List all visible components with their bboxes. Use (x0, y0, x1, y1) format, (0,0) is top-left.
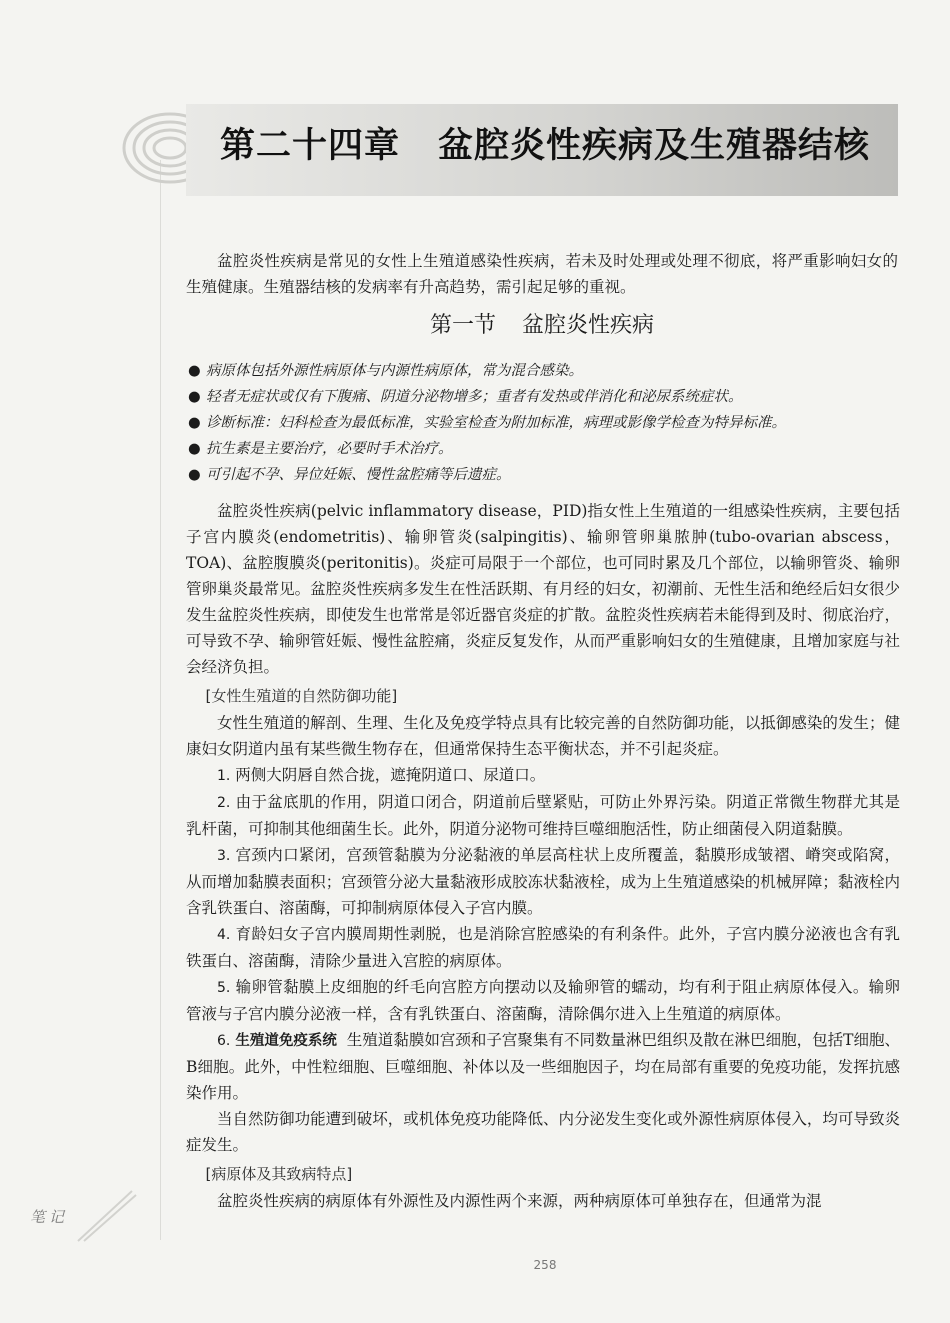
section-name: 盆腔炎性疾病 (522, 313, 655, 338)
key-points-list (188, 358, 900, 488)
chapter-title (220, 118, 880, 168)
bullet-icon: ● (188, 467, 201, 483)
pathogen-paragraph: 盆腔炎性疾病的病原体有外源性及内源性两个来源，两种病原体可单独存在，但通常为混 (217, 1192, 822, 1210)
defense-point-5: 5. 输卵管黏膜上皮细胞的纤毛向宫腔方向摆动以及输卵管的蠕动，均有利于阻止病原体侵入。输卵管液与子宫内膜分泌液一样，含有乳铁蛋白、溶菌酶，清除偶尔进入上生殖道的病原体。 (186, 978, 900, 1023)
pen-icon (70, 1185, 140, 1245)
defense-point-1: 1. 两侧大阴唇自然合拢，遮掩阴道口、尿道口。 (217, 766, 546, 784)
defense-intro-paragraph: 女性生殖道的解剖、生理、生化及免疫学特点具有比较完善的自然防御功能，以抵御感染的发生；健康妇女阴道内虽有某些微生物存在，但通常保持生态平衡状态，并不引起炎症。 (186, 714, 900, 758)
bullet-icon: ● (188, 363, 201, 379)
section-number: 第一节 (429, 313, 496, 338)
defense-point-4: 4. 育龄妇女子宫内膜周期性剥脱，也是消除宫腔感染的有利条件。此外，子宫内膜分泌液也含有乳铁蛋白、溶菌酶，清除少量进入宫腔的病原体。 (186, 925, 900, 970)
bullet-icon: ● (188, 389, 201, 405)
key-point: ● 轻者无症状或仅有下腹痛、阴道分泌物增多；重者有发热或伴消化和泌尿系统症状。 (188, 384, 900, 410)
key-point: ● 抗生素是主要治疗，必要时手术治疗。 (188, 436, 900, 462)
key-point: ● 诊断标准：妇科检查为最低标准，实验室检查为附加标准，病理或影像学检查为特异标准。 (188, 410, 900, 436)
margin-divider (160, 160, 161, 1240)
subheading-defense: [女性生殖道的自然防御功能] (205, 687, 398, 705)
chapter-name: 盆腔炎性疾病及生殖器结核 (438, 125, 871, 166)
definition-paragraph: 盆腔炎性疾病(pelvic inflammatory disease，PID)指女性上生殖道的一组感染性疾病，主要包括子宫内膜炎(endometritis)、输卵管炎(salpingitis)、输卵管卵巢脓肿(tubo-ovarian abscess，TOA)、盆腔腹膜炎(peritonitis)。炎症可局限于一个部位，也可同时累及几个部位，以输卵管炎、输卵管卵巢炎最常见。盆腔炎性疾病多发生在性活跃期、有月经的妇女，初潮前、无性生活和绝经后妇女很少发生盆腔炎性疾病，即使发生也常常是邻近器官炎症的扩散。盆腔炎性疾病若未能得到及时、彻底治疗，可导致不孕、输卵管妊娠、慢性盆腔痛，炎症反复发作，从而严重影响妇女的生殖健康，且增加家庭与社会经济负担。 (186, 502, 900, 676)
chapter-number: 第二十四章 (220, 125, 401, 166)
key-point: ● 病原体包括外源性病原体与内源性病原体，常为混合感染。 (188, 358, 900, 384)
key-point: ● 可引起不孕、异位妊娠、慢性盆腔痛等后遗症。 (188, 462, 900, 488)
section-title (186, 308, 898, 339)
defense-point-6: 6. 生殖道免疫系统 生殖道黏膜如宫颈和子宫聚集有不同数量淋巴组织及散在淋巴细胞，包括T细胞、B细胞。此外，中性粒细胞、巨噬细胞、补体以及一些细胞因子，均在局部有重要的免疫功能，发挥抗感染作用。 (186, 1031, 901, 1102)
point-lead: 生殖道免疫系统 (235, 1033, 337, 1049)
defense-point-3: 3. 宫颈内口紧闭，宫颈管黏膜为分泌黏液的单层高柱状上皮所覆盖，黏膜形成皱褶、嵴突或陷窝，从而增加黏膜表面积；宫颈管分泌大量黏液形成胶冻状黏液栓，成为上生殖道感染的机械屏障；黏液栓内含乳铁蛋白、溶菌酶，可抑制病原体侵入子宫内膜。 (186, 846, 900, 917)
bullet-icon: ● (188, 441, 201, 457)
bullet-icon: ● (188, 415, 201, 431)
defense-point-2: 2. 由于盆底肌的作用，阴道口闭合，阴道前后壁紧贴，可防止外界污染。阴道正常微生物群尤其是乳杆菌，可抑制其他细菌生长。此外，阴道分泌物可维持巨噬细胞活性，防止细菌侵入阴道黏膜。 (186, 793, 900, 838)
defense-conclusion-paragraph: 当自然防御功能遭到破坏，或机体免疫功能降低、内分泌发生变化或外源性病原体侵入，均可导致炎症发生。 (186, 1110, 900, 1154)
page-number: 258 (533, 1258, 557, 1272)
body-text (186, 498, 900, 1214)
chapter-intro: 盆腔炎性疾病是常见的女性上生殖道感染性疾病，若未及时处理或处理不彻底，将严重影响妇女的生殖健康。生殖器结核的发病率有升高趋势，需引起足够的重视。 (186, 251, 898, 296)
notes-margin-label: 笔记 (30, 1208, 69, 1226)
subheading-pathogen: [病原体及其致病特点] (205, 1165, 353, 1183)
